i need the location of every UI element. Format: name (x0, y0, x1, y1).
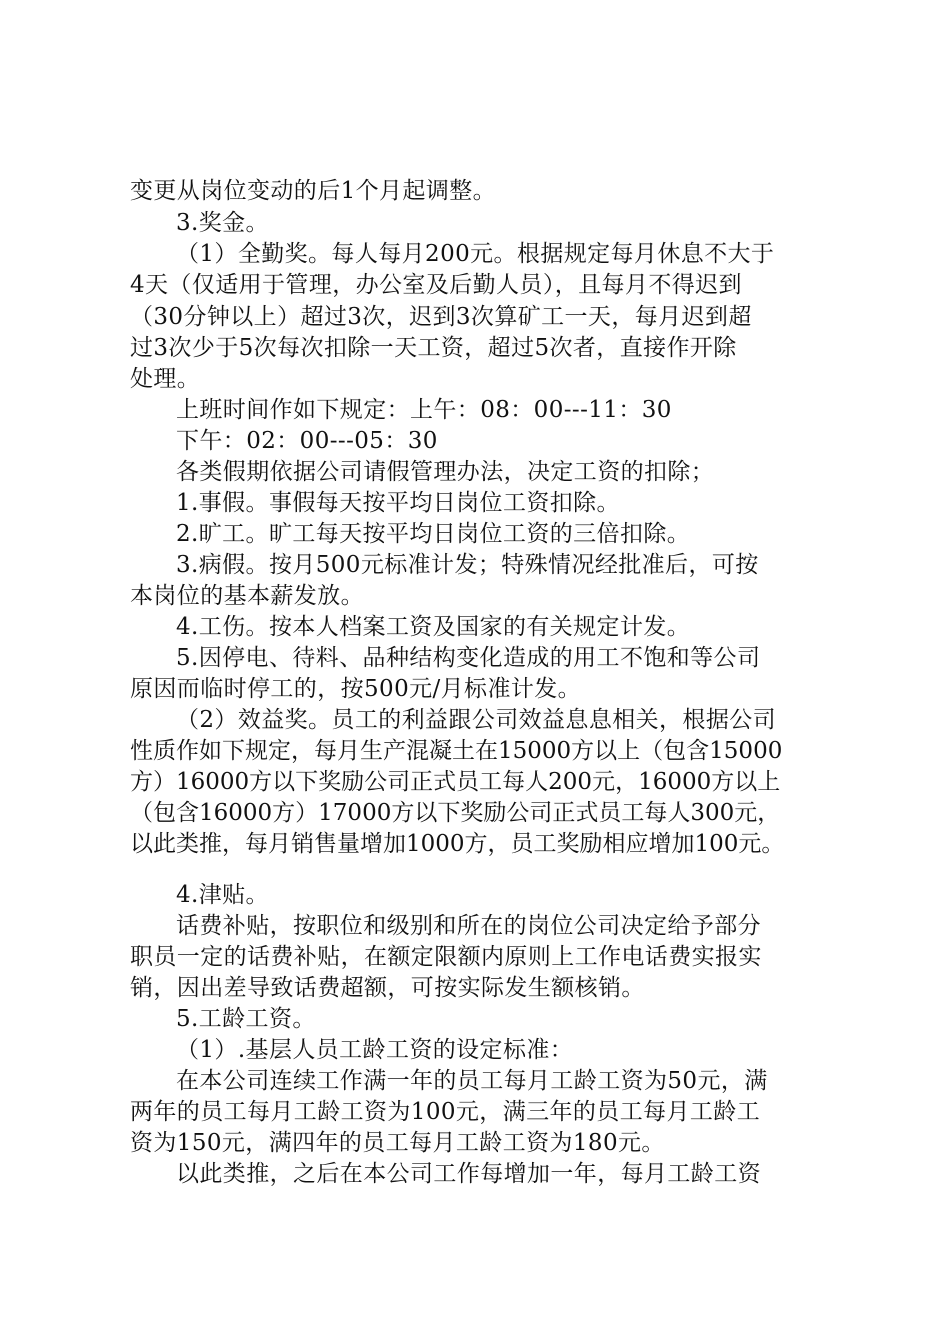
section-heading: 5.工龄工资。 (176, 1006, 316, 1032)
text-line: 变更从岗位变动的后1个月起调整。 (130, 178, 497, 204)
text-line: （30分钟以上）超过3次，迟到3次算矿工一天，每月迟到超 (130, 304, 752, 330)
text-line: 4.工伤。按本人档案工资及国家的有关规定计发。 (176, 614, 691, 640)
text-line: 以此类推，每月销售量增加1000方，员工奖励相应增加100元。 (130, 831, 785, 857)
text-line: 1.事假。事假每天按平均日岗位工资扣除。 (176, 490, 620, 516)
text-line: 各类假期依据公司请假管理办法，决定工资的扣除； (176, 459, 715, 485)
text-line: 资为150元，满四年的员工每月工龄工资为180元。 (130, 1130, 665, 1156)
text-line: 过3次少于5次每次扣除一天工资，超过5次者，直接作开除 (130, 335, 737, 361)
text-line: 职员一定的话费补贴，在额定限额内原则上工作电话费实报实 (130, 944, 762, 970)
text-line: 本岗位的基本薪发放。 (130, 583, 364, 609)
text-line: 4天（仅适用于管理，办公室及后勤人员），且每月不得迟到 (130, 272, 742, 298)
text-line: （1）.基层人员工龄工资的设定标准： (176, 1037, 574, 1063)
text-line: （2）效益奖。员工的利益跟公司效益息息相关，根据公司 (176, 707, 777, 733)
text-line: 处理。 (130, 366, 201, 392)
text-line: 上班时间作如下规定：上午：08：00---11：30 (176, 397, 672, 423)
text-line: （1）全勤奖。每人每月200元。根据规定每月休息不大于 (176, 241, 775, 267)
text-line: 性质作如下规定，每月生产混凝土在15000方以上（包含15000 (130, 738, 783, 764)
text-line: 原因而临时停工的，按500元/月标准计发。 (130, 676, 582, 702)
text-line: 在本公司连续工作满一年的员工每月工龄工资为50元，满 (176, 1068, 768, 1094)
text-line: 以此类推，之后在本公司工作每增加一年，每月工龄工资 (176, 1161, 761, 1187)
text-line: 5.因停电、待料、品种结构变化造成的用工不饱和等公司 (176, 645, 761, 671)
text-line: 话费补贴，按职位和级别和所在的岗位公司决定给予部分 (176, 913, 761, 939)
text-line: 下午：02：00---05：30 (176, 428, 438, 454)
text-line: 两年的员工每月工龄工资为100元，满三年的员工每月工龄工 (130, 1099, 761, 1125)
text-line: 销，因出差导致话费超额，可按实际发生额核销。 (130, 975, 645, 1001)
text-line: 3.病假。按月500元标准计发；特殊情况经批准后，可按 (176, 552, 759, 578)
text-line: 方）16000方以下奖励公司正式员工每人200元，16000方以上 (130, 769, 781, 795)
text-line: （包含16000方）17000方以下奖励公司正式员工每人300元， (130, 800, 781, 826)
section-heading: 4.津贴。 (176, 882, 269, 908)
text-line: 2.旷工。旷工每天按平均日岗位工资的三倍扣除。 (176, 521, 691, 547)
section-heading: 3.奖金。 (176, 210, 269, 236)
